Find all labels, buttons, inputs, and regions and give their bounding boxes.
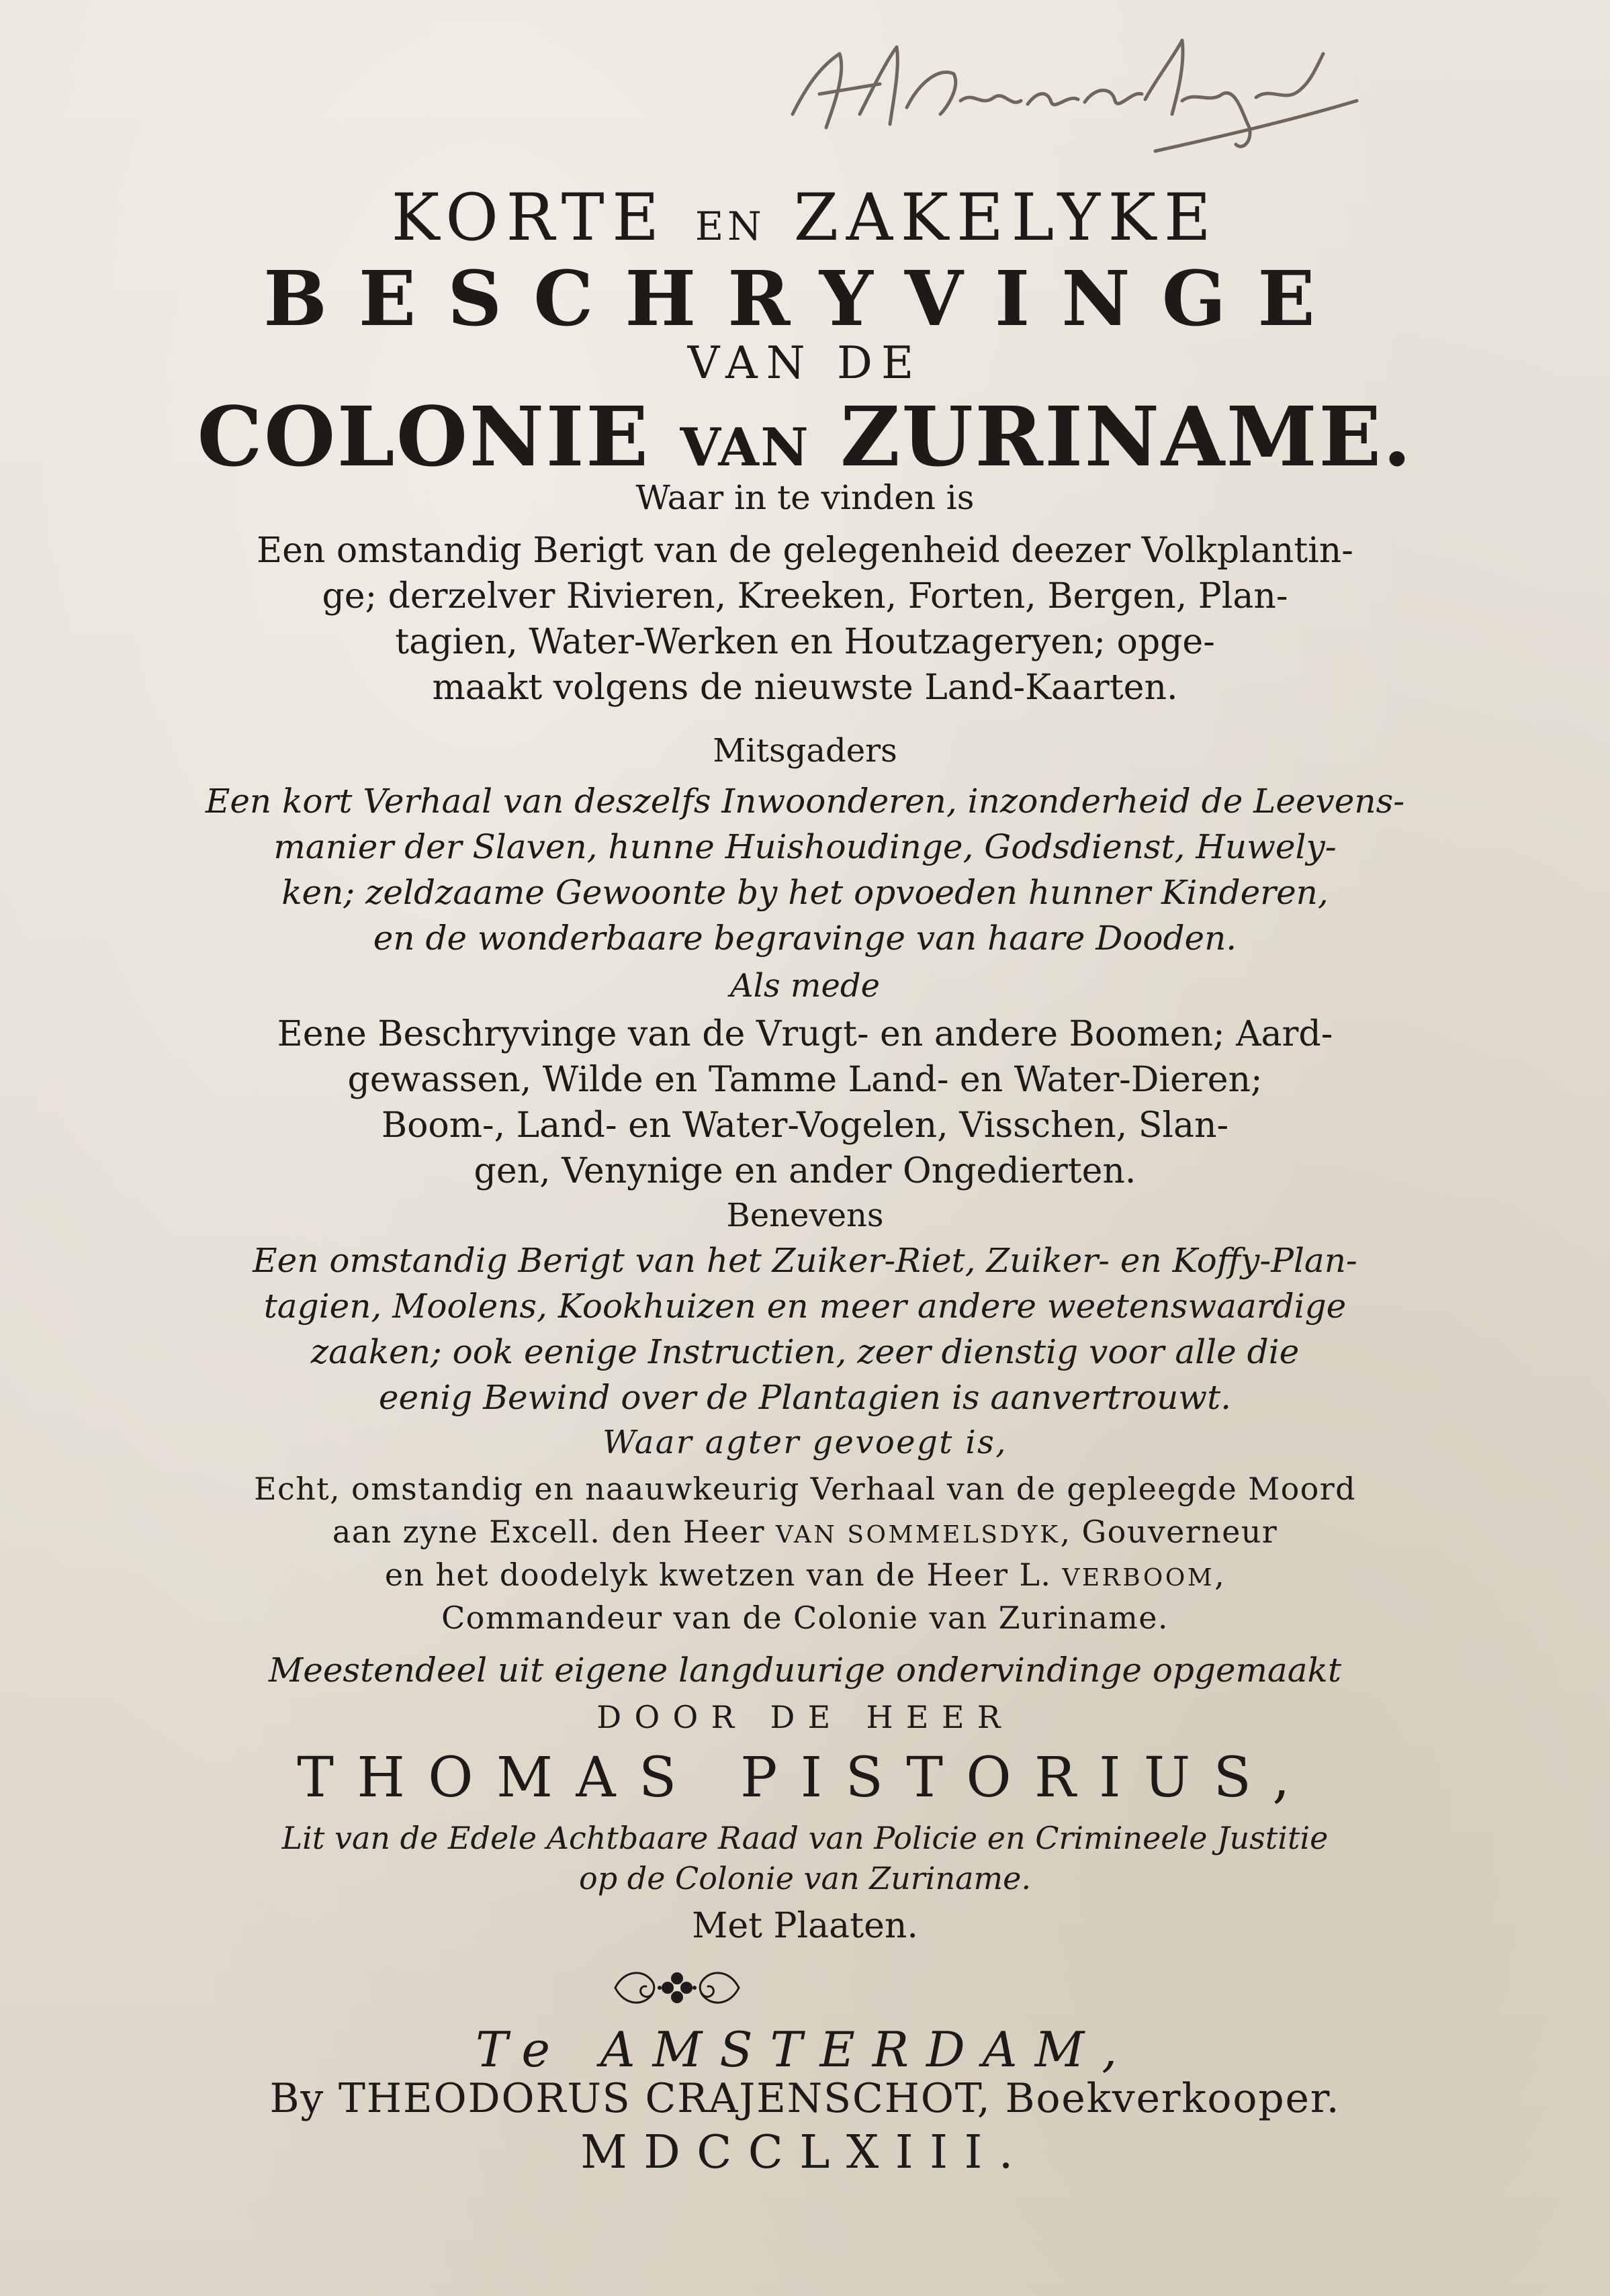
section5-text: , Gouverneur [1060,1514,1278,1550]
heading-benevens: Benevens [726,1197,884,1234]
fleuron-ornament-icon [611,1962,743,2013]
section1-line: Een omstandig Berigt van de gelegenheid deezer Volkplantin- [257,531,1353,571]
author-name: THOMAS PISTORIUS, [297,1746,1313,1810]
section2-line: en de wonderbaare begravinge van haare Dooden. [373,919,1237,958]
section3-line: gen, Venynige en ander Ongedierten. [474,1151,1136,1191]
section4-line: tagien, Moolens, Kookhuizen en meer andere weetenswaardige [263,1287,1347,1326]
title-line-korte [0,180,1610,255]
author-title-line: op de Colonie van Zuriname. [579,1860,1031,1896]
section5-line: Commandeur van de Colonie van Zuriname. [441,1600,1169,1636]
section2-line: manier der Slaven, hunne Huishoudinge, Godsdienst, Huwely- [273,827,1337,866]
section2-line: Een kort Verhaal van deszelfs Inwoonderen, inzonderheid de Leevens- [205,782,1405,821]
title-word-zuriname: ZURINAME. [840,388,1413,485]
section3-line: gewassen, Wilde en Tamme Land- en Water-Dieren; [347,1060,1263,1100]
heading-mitsgaders: Mitsgaders [713,732,897,770]
title-word-zakelyke: ZAKELYKE [793,180,1219,255]
heading-als-mede: Als mede [730,967,880,1005]
section3-line: Boom-, Land- en Water-Vogelen, Visschen, Slan- [381,1105,1229,1146]
section4-line: Een omstandig Berigt van het Zuiker-Riet, Zuiker- en Koffy-Plan- [253,1241,1357,1280]
handwritten-signature [779,27,1370,161]
imprint-publisher: By THEODORUS CRAJENSCHOT, Boekverkooper. [269,2075,1341,2122]
section4-line: eenig Bewind over de Plantagien is aanvertrouwt. [378,1378,1232,1417]
section5-text: aan zyne Excell. den Heer [332,1514,765,1550]
section1-line: maakt volgens de nieuwste Land-Kaarten. [432,668,1178,708]
section2-line: ken; zeldzaame Gewoonte by het opvoeden hunner Kinderen, [281,873,1329,912]
section1-line: tagien, Water-Werken en Houtzageryen; opge- [395,622,1215,662]
section3-line: Eene Beschryvinge van de Vrugt- en andere Boomen; Aard- [277,1014,1333,1054]
title-word-korte: KORTE [391,180,667,255]
name-verboom: VERBOOM [1062,1564,1215,1592]
met-plaaten: Met Plaaten. [692,1906,918,1946]
section5-text: , [1214,1557,1226,1593]
title-line-beschryvinge: BESCHRYVINGE [263,255,1347,343]
heading-waar-agter: Waar agter gevoegt is, [602,1424,1008,1461]
meestendeel-line: Meestendeel uit eigene langduurige ondervindinge opgemaakt [269,1651,1341,1690]
door-de-heer: DOOR DE HEER [596,1699,1014,1735]
section5-line: Echt, omstandig en naauwkeurig Verhaal van de gepleegde Moord [254,1471,1356,1507]
section5-line [0,1557,1610,1593]
subtitle-waar-in: Waar in te vinden is [635,478,975,517]
author-title-line: Lit van de Edele Achtbaare Raad van Policie en Crimineele Justitie [281,1820,1329,1856]
section5-line [0,1514,1610,1550]
title-word-colonie: COLONIE [197,388,650,485]
name-van-sommelsdyk: VAN SOMMELSDYK [775,1521,1061,1549]
title-word-van: VAN [680,417,811,478]
title-word-en: EN [695,203,766,249]
title-line-van-de: VAN DE [687,337,923,389]
imprint-year: MDCCLXIII. [580,2126,1030,2179]
section1-line: ge; derzelver Rivieren, Kreeken, Forten, Bergen, Plan- [322,576,1288,616]
section5-text: en het doodelyk kwetzen van de Heer L. [384,1557,1052,1593]
section4-line: zaaken; ook eenige Instructien, zeer dienstig voor alle die [310,1332,1300,1371]
imprint-place: Te AMSTERDAM, [475,2021,1135,2078]
title-line-colonie [0,388,1610,485]
